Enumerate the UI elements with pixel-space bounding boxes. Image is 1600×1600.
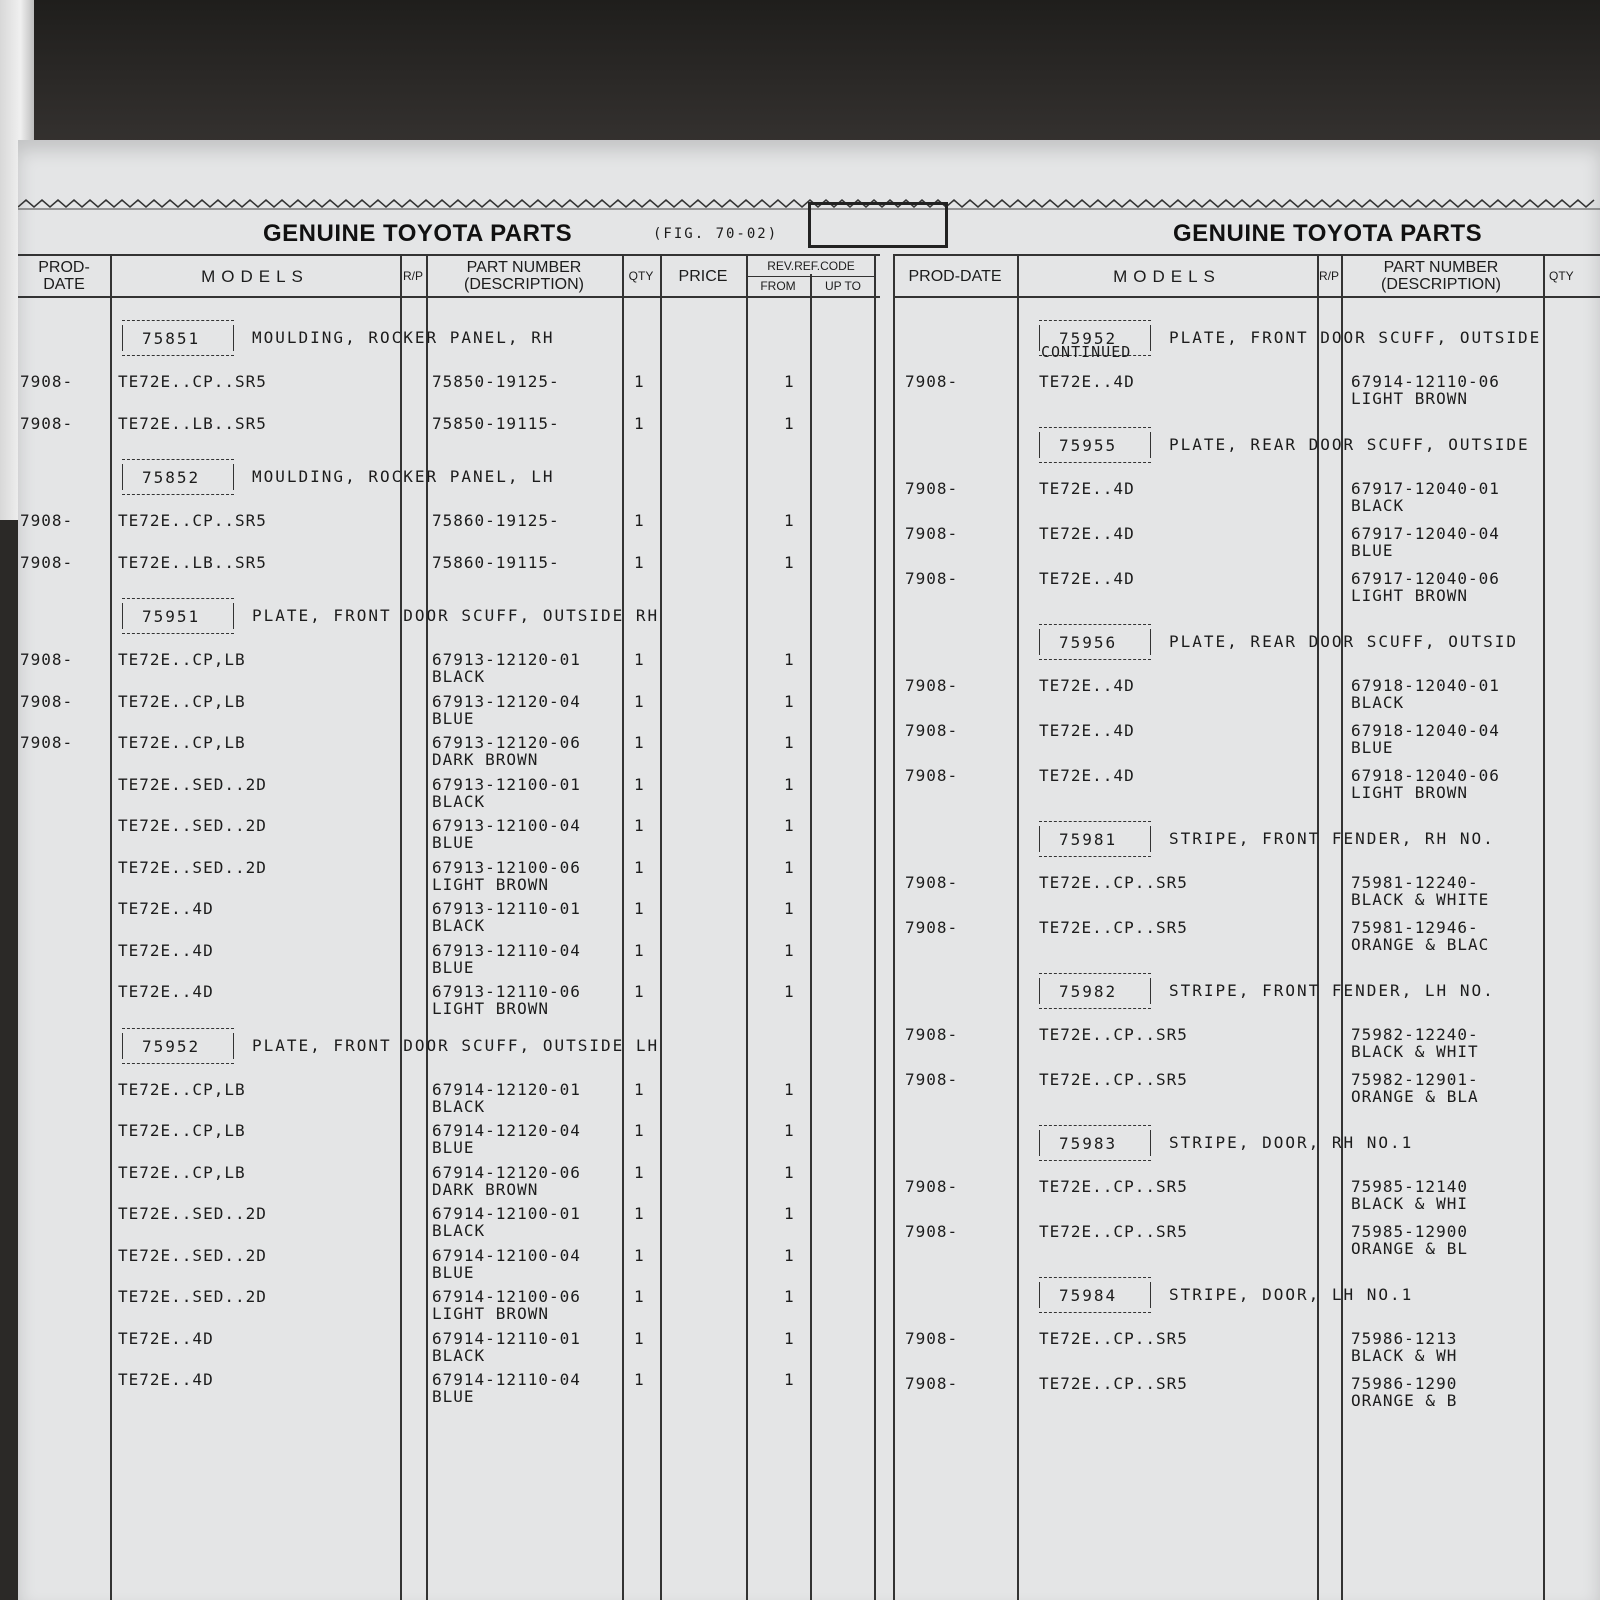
table-row [893, 372, 1600, 412]
table-row [18, 899, 874, 939]
part-number: 67914-12110-06 [1351, 372, 1500, 391]
model-code: TE72E..SED..2D [118, 816, 267, 835]
model-code: TE72E..4D [118, 940, 214, 960]
table-row [18, 511, 874, 551]
col-from: FROM [760, 278, 796, 293]
table-row [893, 524, 1600, 564]
table-row [893, 1070, 1600, 1110]
model-code: TE72E..SED..2D [118, 857, 267, 877]
part-description: BLACK & WH [1351, 1346, 1458, 1365]
part-description: BLACK [1351, 496, 1405, 515]
part-description: BLACK & WHIT [1351, 1042, 1479, 1061]
part-description: DARK BROWN [432, 1179, 539, 1199]
model-code: TE72E..4D [118, 899, 214, 918]
quantity: 1 [634, 552, 645, 572]
part-description: BLUE [432, 708, 475, 728]
table-row [18, 941, 874, 981]
part-number: 67913-12110-06 [432, 982, 581, 1001]
rev-from: 1 [784, 413, 795, 433]
model-code: TE72E..CP,LB [118, 650, 246, 669]
prod-date: 7908- [20, 733, 74, 752]
part-description: LIGHT BROWN [432, 874, 549, 894]
part-description: BLUE [432, 1262, 475, 1282]
part-group-header [1039, 624, 1595, 668]
table-row [893, 1222, 1600, 1262]
model-code: TE72E..LB..SR5 [118, 413, 267, 433]
col-part-number [1341, 256, 1541, 296]
part-number: 67913-12100-01 [432, 774, 581, 794]
group-title: STRIPE, DOOR, RH NO.1 [1169, 1133, 1414, 1152]
rev-from: 1 [784, 691, 795, 711]
prod-date: 7908- [20, 413, 74, 433]
part-description: BLACK [432, 1221, 486, 1240]
divider-page-edge [874, 254, 876, 1600]
model-code: TE72E..CP..SR5 [1039, 1177, 1188, 1196]
column-header [893, 254, 1600, 298]
model-code: TE72E..4D [1039, 524, 1135, 543]
prod-date: 7908- [905, 479, 959, 498]
part-description: BLUE [1351, 541, 1394, 560]
left-page [18, 220, 880, 1600]
group-code: 75982 [1059, 982, 1118, 1001]
part-description: LIGHT BROWN [432, 999, 549, 1018]
part-group-header [122, 598, 862, 642]
prod-date: 7908- [905, 766, 959, 785]
prod-date: 7908- [905, 721, 959, 740]
group-code: 75952 [142, 1036, 201, 1056]
col-rp: R/P [1318, 268, 1339, 283]
group-title: STRIPE, FRONT FENDER, LH NO. [1169, 981, 1495, 1000]
model-code: TE72E..CP,LB [118, 1121, 246, 1140]
quantity: 1 [634, 1162, 645, 1182]
model-code: TE72E..CP..SR5 [1039, 1222, 1188, 1241]
quantity: 1 [634, 650, 645, 669]
rev-from: 1 [784, 511, 795, 530]
model-code: TE72E..4D [118, 1328, 214, 1348]
model-code: TE72E..CP,LB [118, 691, 246, 711]
rev-from: 1 [784, 1121, 795, 1140]
rev-from: 1 [784, 1287, 795, 1306]
table-row [18, 1287, 874, 1327]
model-code: TE72E..4D [118, 1370, 214, 1389]
group-code: 75955 [1059, 436, 1118, 455]
model-code: TE72E..4D [1039, 676, 1135, 695]
part-description: BLUE [1351, 738, 1394, 757]
part-number: 67914-12110-01 [432, 1328, 581, 1348]
part-number: 75850-19115- [432, 413, 560, 433]
part-number: 67914-12100-04 [432, 1245, 581, 1265]
table-row [18, 692, 874, 732]
table-row [18, 1370, 874, 1410]
prod-date: 7908- [905, 676, 959, 695]
col-qty: QTY [628, 268, 654, 283]
part-description: BLACK [432, 916, 486, 935]
model-code: TE72E..CP..SR5 [1039, 918, 1188, 937]
part-description: BLACK [1351, 693, 1405, 712]
part-description: ORANGE & BL [1351, 1239, 1468, 1258]
table-row [18, 553, 874, 593]
model-code: TE72E..CP..SR5 [1039, 1070, 1188, 1089]
group-title: PLATE, FRONT DOOR SCUFF, OUTSIDE [1169, 328, 1542, 347]
col-up-to: UP TO [824, 278, 862, 293]
model-code: TE72E..4D [1039, 479, 1135, 498]
col-part-number-label: PART NUMBER [466, 259, 582, 276]
group-code: 75851 [142, 329, 201, 348]
group-continued-label: CONTINUED [1041, 343, 1132, 361]
table-row [893, 1374, 1600, 1414]
rev-from: 1 [784, 1245, 795, 1265]
rev-from: 1 [784, 1370, 795, 1389]
part-number: 75982-12240- [1351, 1025, 1479, 1044]
table-row [893, 1025, 1600, 1065]
part-number: 67914-12120-01 [432, 1079, 581, 1099]
table-row [18, 372, 874, 412]
table-row [18, 775, 874, 815]
table-row [893, 1329, 1600, 1369]
prod-date: 7908- [20, 691, 74, 711]
group-title: MOULDING, ROCKER PANEL, LH [252, 467, 555, 486]
group-code: 75983 [1059, 1134, 1118, 1153]
rev-from: 1 [784, 857, 795, 877]
col-part-number [426, 256, 622, 296]
col-description-label: (DESCRIPTION) [1381, 276, 1501, 293]
rev-from: 1 [784, 899, 795, 918]
col-models: MODELS [201, 266, 309, 286]
group-code-box [1039, 427, 1151, 463]
table-row [893, 721, 1600, 761]
quantity: 1 [634, 774, 645, 794]
group-code-box [1039, 624, 1151, 660]
part-number: 67917-12040-06 [1351, 569, 1500, 588]
group-title: PLATE, FRONT DOOR SCUFF, OUTSIDE LH [252, 1035, 660, 1055]
model-code: TE72E..LB..SR5 [118, 552, 267, 572]
quantity: 1 [634, 1204, 645, 1223]
model-code: TE72E..CP..SR5 [1039, 1374, 1188, 1393]
brand-title: GENUINE TOYOTA PARTS [263, 220, 573, 247]
part-group-header [1039, 821, 1595, 865]
catalog-sheet [18, 140, 1600, 1600]
part-number: 75981-12946- [1351, 918, 1479, 937]
figure-reference: (FIG. 70-02) [653, 226, 779, 242]
part-description: BLUE [432, 957, 475, 977]
quantity: 1 [634, 1328, 645, 1348]
col-prod-date: PROD-DATE [908, 267, 1002, 285]
part-number: 67913-12100-06 [432, 857, 581, 877]
model-code: TE72E..CP..SR5 [118, 372, 267, 391]
table-row [893, 766, 1600, 806]
prod-date: 7908- [20, 552, 74, 572]
table-row [893, 676, 1600, 716]
quantity: 1 [634, 413, 645, 433]
model-code: TE72E..CP,LB [118, 1162, 246, 1182]
group-code-box [122, 598, 234, 634]
part-group-header [1039, 320, 1595, 364]
quantity: 1 [634, 1370, 645, 1389]
brand-title: GENUINE TOYOTA PARTS [1173, 220, 1483, 247]
part-number: 75985-12900 [1351, 1222, 1468, 1241]
model-code: TE72E..CP,LB [118, 1079, 246, 1099]
part-number: 75985-12140 [1351, 1177, 1468, 1196]
part-group-header [122, 320, 862, 364]
prod-date: 7908- [905, 372, 959, 391]
group-title: STRIPE, DOOR, LH NO.1 [1169, 1285, 1414, 1304]
table-row [18, 650, 874, 690]
group-code-box [122, 459, 234, 495]
table-row [893, 873, 1600, 913]
model-code: TE72E..CP,LB [118, 733, 246, 752]
part-number: 67913-12120-04 [432, 691, 581, 711]
table-row [18, 733, 874, 773]
rev-from: 1 [784, 372, 795, 391]
model-code: TE72E..4D [1039, 766, 1135, 785]
rev-from: 1 [784, 982, 795, 1001]
prod-date: 7908- [20, 511, 74, 530]
group-code-box [1039, 821, 1151, 857]
part-description: BLUE [432, 833, 475, 852]
prod-date: 7908- [905, 1177, 959, 1196]
group-title: PLATE, FRONT DOOR SCUFF, OUTSIDE RH [252, 606, 660, 625]
model-code: TE72E..CP..SR5 [1039, 873, 1188, 892]
prod-date: 7908- [905, 524, 959, 543]
quantity: 1 [634, 857, 645, 877]
part-description: BLACK [432, 667, 486, 686]
part-description: BLUE [432, 1387, 475, 1406]
part-description: LIGHT BROWN [1351, 586, 1468, 605]
table-row [18, 1121, 874, 1161]
col-rev-ref-code: REV.REF.CODE [746, 256, 876, 277]
col-qty: QTY [1549, 268, 1574, 283]
table-row [893, 479, 1600, 519]
part-number: 67913-12120-06 [432, 733, 581, 752]
part-number: 67914-12120-06 [432, 1162, 581, 1182]
col-part-number-label: PART NUMBER [1383, 259, 1499, 276]
group-title: PLATE, REAR DOOR SCUFF, OUTSID [1169, 632, 1518, 651]
model-code: TE72E..4D [118, 982, 214, 1001]
part-number: 67913-12100-04 [432, 816, 581, 835]
part-group-header [122, 1028, 862, 1072]
group-title: MOULDING, ROCKER PANEL, RH [252, 328, 555, 347]
part-description: ORANGE & BLA [1351, 1087, 1479, 1106]
rev-from: 1 [784, 733, 795, 752]
part-number: 67913-12110-01 [432, 899, 581, 918]
prod-date: 7908- [905, 1070, 959, 1089]
right-page [893, 220, 1600, 1600]
part-number: 67918-12040-01 [1351, 676, 1500, 695]
part-number: 75860-19115- [432, 552, 560, 572]
group-code-box [122, 1028, 234, 1064]
group-code-box [1039, 973, 1151, 1009]
table-row [893, 569, 1600, 609]
part-group-header [1039, 973, 1595, 1017]
rev-from: 1 [784, 1079, 795, 1099]
prod-date: 7908- [20, 650, 74, 669]
part-number: 67914-12100-01 [432, 1204, 581, 1223]
prod-date: 7908- [905, 1374, 959, 1393]
part-description: LIGHT BROWN [1351, 389, 1468, 408]
prod-date: 7908- [905, 569, 959, 588]
rev-from: 1 [784, 1204, 795, 1223]
prod-date: 7908- [905, 918, 959, 937]
col-models: MODELS [1113, 266, 1221, 286]
table-row [18, 414, 874, 454]
part-number: 67913-12120-01 [432, 650, 581, 669]
table-row [18, 1329, 874, 1369]
group-title: PLATE, REAR DOOR SCUFF, OUTSIDE [1169, 435, 1530, 454]
group-code-box [122, 320, 234, 356]
col-price: PRICE [678, 267, 728, 285]
model-code: TE72E..4D [1039, 372, 1135, 391]
column-header [18, 254, 880, 298]
part-description: ORANGE & BLAC [1351, 935, 1490, 954]
part-number: 67914-12110-04 [432, 1370, 581, 1389]
group-code-box [1039, 320, 1151, 361]
quantity: 1 [634, 372, 645, 391]
model-code: TE72E..SED..2D [118, 774, 267, 794]
part-description: BLACK & WHI [1351, 1194, 1468, 1213]
part-description: DARK BROWN [432, 750, 539, 769]
part-number: 75850-19125- [432, 372, 560, 391]
table-row [893, 1177, 1600, 1217]
table-row [18, 816, 874, 856]
quantity: 1 [634, 940, 645, 960]
model-code: TE72E..CP..SR5 [1039, 1329, 1188, 1348]
part-number: 75982-12901- [1351, 1070, 1479, 1089]
model-code: TE72E..4D [1039, 721, 1135, 740]
part-number: 67917-12040-04 [1351, 524, 1500, 543]
model-code: TE72E..SED..2D [118, 1287, 267, 1306]
part-description: BLACK [432, 1096, 486, 1116]
model-code: TE72E..SED..2D [118, 1204, 267, 1223]
prod-date: 7908- [905, 873, 959, 892]
group-code: 75952 [1059, 329, 1118, 348]
part-group-header [1039, 427, 1595, 471]
part-group-header [1039, 1125, 1595, 1169]
table-row [18, 1163, 874, 1203]
quantity: 1 [634, 982, 645, 1001]
part-number: 67918-12040-04 [1351, 721, 1500, 740]
col-description-label: (DESCRIPTION) [464, 276, 584, 293]
quantity: 1 [634, 511, 645, 530]
group-code-box [1039, 1277, 1151, 1313]
quantity: 1 [634, 899, 645, 918]
model-code: TE72E..SED..2D [118, 1245, 267, 1265]
rev-from: 1 [784, 1162, 795, 1182]
prod-date: 7908- [905, 1222, 959, 1241]
quantity: 1 [634, 733, 645, 752]
desk-background [0, 0, 1600, 150]
prod-date: 7908- [20, 372, 74, 391]
part-description: BLACK [432, 1345, 486, 1365]
part-description: LIGHT BROWN [432, 1304, 549, 1323]
group-code-box [1039, 1125, 1151, 1161]
prod-date: 7908- [905, 1025, 959, 1044]
group-title: STRIPE, FRONT FENDER, RH NO. [1169, 829, 1495, 848]
model-code: TE72E..4D [1039, 569, 1135, 588]
part-number: 75986-1290 [1351, 1374, 1458, 1393]
group-code: 75852 [142, 468, 201, 487]
rev-from: 1 [784, 774, 795, 794]
part-number: 75860-19125- [432, 511, 560, 530]
part-description: LIGHT BROWN [1351, 783, 1468, 802]
part-number: 67913-12110-04 [432, 940, 581, 960]
model-code: TE72E..CP..SR5 [118, 511, 267, 530]
table-row [893, 918, 1600, 958]
prod-date: 7908- [905, 1329, 959, 1348]
part-number: 75986-1213 [1351, 1329, 1458, 1348]
rev-from: 1 [784, 552, 795, 572]
rev-from: 1 [784, 816, 795, 835]
part-number: 75981-12240- [1351, 873, 1479, 892]
part-description: ORANGE & B [1351, 1391, 1458, 1410]
model-code: TE72E..CP..SR5 [1039, 1025, 1188, 1044]
table-row [18, 858, 874, 898]
group-code: 75956 [1059, 633, 1118, 652]
part-description: BLACK & WHITE [1351, 890, 1490, 909]
table-row [18, 1204, 874, 1244]
part-group-header [1039, 1277, 1595, 1321]
table-row [18, 1080, 874, 1120]
group-code: 75951 [142, 607, 201, 626]
table-row [18, 1246, 874, 1286]
table-row [18, 982, 874, 1022]
group-code: 75984 [1059, 1286, 1118, 1305]
part-description: BLUE [432, 1138, 475, 1157]
part-group-header [122, 459, 862, 503]
rev-from: 1 [784, 1328, 795, 1348]
rev-from: 1 [784, 940, 795, 960]
part-number: 67914-12100-06 [432, 1287, 581, 1306]
quantity: 1 [634, 816, 645, 835]
part-number: 67914-12120-04 [432, 1121, 581, 1140]
quantity: 1 [634, 691, 645, 711]
part-description: BLACK [432, 791, 486, 811]
quantity: 1 [634, 1287, 645, 1306]
part-number: 67917-12040-01 [1351, 479, 1500, 498]
col-prod-date: PROD-DATE [38, 259, 90, 293]
group-code: 75981 [1059, 830, 1118, 849]
col-rp: R/P [402, 268, 423, 283]
quantity: 1 [634, 1121, 645, 1140]
rev-from: 1 [784, 650, 795, 669]
quantity: 1 [634, 1079, 645, 1099]
quantity: 1 [634, 1245, 645, 1265]
part-number: 67918-12040-06 [1351, 766, 1500, 785]
